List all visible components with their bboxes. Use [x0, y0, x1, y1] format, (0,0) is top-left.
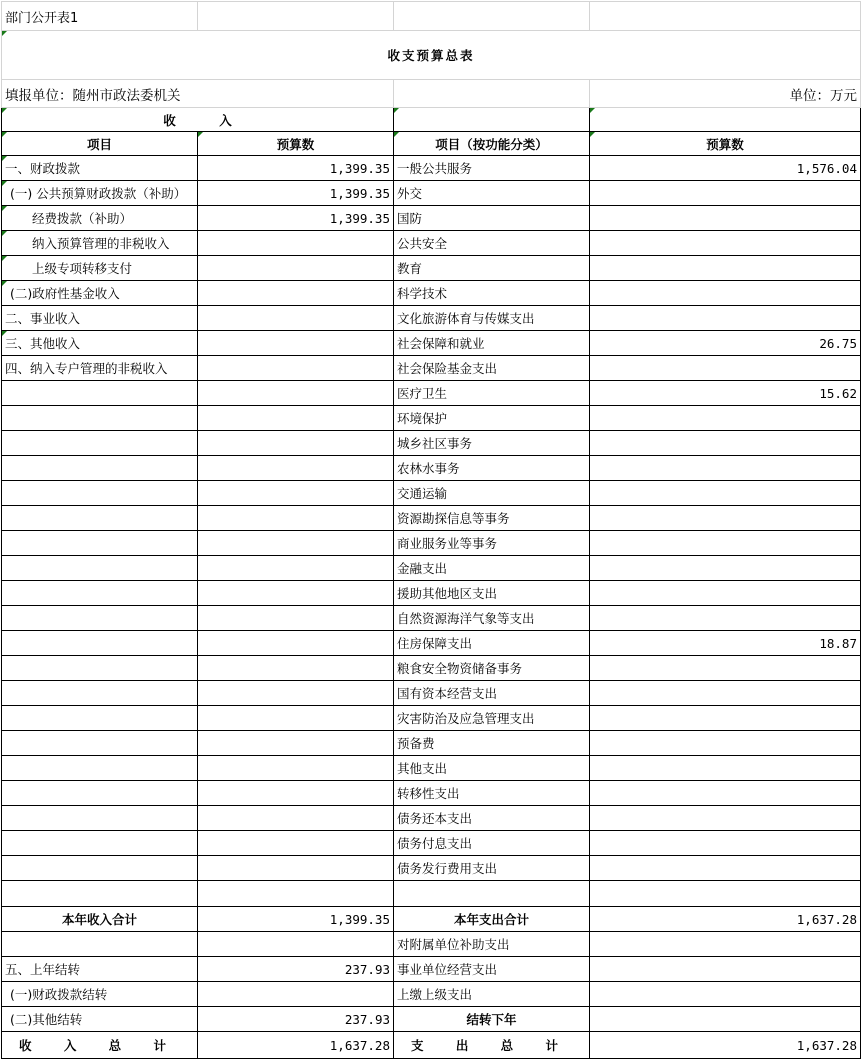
expense-amount	[590, 831, 861, 856]
expense-item: 债务还本支出	[394, 806, 590, 831]
income-amount	[198, 881, 394, 907]
expense-item: 社会保险基金支出	[394, 356, 590, 381]
table-row	[2, 331, 861, 356]
income-item: (二)政府性基金收入	[2, 281, 198, 306]
income-item: (一) 公共预算财政拨款（补助）	[2, 181, 198, 206]
table-row	[2, 181, 861, 206]
income-amount: 1,637.28	[198, 1032, 394, 1059]
table-row	[2, 481, 861, 506]
table-row	[2, 932, 861, 957]
expense-item: 国有资本经营支出	[394, 681, 590, 706]
income-amount	[198, 256, 394, 281]
income-amount	[198, 606, 394, 631]
expense-amount	[590, 982, 861, 1007]
expense-item: 社会保障和就业	[394, 331, 590, 356]
table-row	[2, 306, 861, 331]
table-row	[2, 431, 861, 456]
income-amount: 237.93	[198, 957, 394, 982]
expense-item: 灾害防治及应急管理支出	[394, 706, 590, 731]
income-amount	[198, 581, 394, 606]
income-item	[2, 656, 198, 681]
expense-item: 文化旅游体育与传媒支出	[394, 306, 590, 331]
expense-item: 城乡社区事务	[394, 431, 590, 456]
table-row	[2, 731, 861, 756]
expense-item: 住房保障支出	[394, 631, 590, 656]
income-item: 本年收入合计	[2, 907, 198, 932]
table-row	[2, 957, 861, 982]
expense-amount	[590, 581, 861, 606]
expense-amount	[590, 181, 861, 206]
income-item	[2, 531, 198, 556]
expense-item: 上缴上级支出	[394, 982, 590, 1007]
expense-amount: 1,637.28	[590, 1032, 861, 1059]
income-item	[2, 881, 198, 907]
expense-item: 资源勘探信息等事务	[394, 506, 590, 531]
income-item	[2, 932, 198, 957]
expense-item: 国防	[394, 206, 590, 231]
income-item	[2, 456, 198, 481]
table-row	[2, 231, 861, 256]
expense-amount	[590, 556, 861, 581]
expense-item: 科学技术	[394, 281, 590, 306]
expense-item: 结转下年	[394, 1007, 590, 1032]
income-amount: 1,399.35	[198, 181, 394, 206]
expense-amount: 18.87	[590, 631, 861, 656]
income-amount	[198, 731, 394, 756]
income-item	[2, 406, 198, 431]
table-row	[2, 656, 861, 681]
table-row	[2, 156, 861, 181]
expense-item: 粮食安全物资储备事务	[394, 656, 590, 681]
table-row	[2, 681, 861, 706]
income-amount: 237.93	[198, 1007, 394, 1032]
income-amount	[198, 356, 394, 381]
expense-amount	[590, 731, 861, 756]
expense-item: 商业服务业等事务	[394, 531, 590, 556]
income-amount	[198, 306, 394, 331]
income-item: 纳入预算管理的非税收入	[2, 231, 198, 256]
unit-org: 填报单位：随州市政法委机关	[2, 80, 394, 108]
income-item	[2, 381, 198, 406]
table-row	[2, 781, 861, 806]
income-amount	[198, 481, 394, 506]
income-item	[2, 606, 198, 631]
income-item	[2, 481, 198, 506]
income-item	[2, 806, 198, 831]
income-item	[2, 781, 198, 806]
expense-amount: 1,576.04	[590, 156, 861, 181]
unit-label: 单位：万元	[590, 80, 861, 108]
expense-amount	[590, 781, 861, 806]
table-row	[2, 982, 861, 1007]
table-row	[2, 631, 861, 656]
expense-amount	[590, 481, 861, 506]
expense-item: 支 出 总 计	[394, 1032, 590, 1059]
income-item: 二、事业收入	[2, 306, 198, 331]
table-row	[2, 206, 861, 231]
table-row	[2, 256, 861, 281]
income-amount	[198, 456, 394, 481]
expense-item: 环境保护	[394, 406, 590, 431]
table-row	[2, 531, 861, 556]
expense-amount	[590, 706, 861, 731]
expense-item: 公共安全	[394, 231, 590, 256]
expense-amount	[590, 281, 861, 306]
table-row	[2, 581, 861, 606]
table-row	[2, 706, 861, 731]
income-item	[2, 706, 198, 731]
income-amount	[198, 231, 394, 256]
table-row	[2, 1007, 861, 1032]
income-amount: 1,399.35	[198, 206, 394, 231]
income-amount	[198, 781, 394, 806]
income-item	[2, 731, 198, 756]
expense-item: 其他支出	[394, 756, 590, 781]
expense-amount	[590, 806, 861, 831]
income-item	[2, 506, 198, 531]
income-item	[2, 856, 198, 881]
income-amount	[198, 331, 394, 356]
expense-item: 自然资源海洋气象等支出	[394, 606, 590, 631]
expense-amount	[590, 656, 861, 681]
income-item	[2, 556, 198, 581]
expense-item: 债务发行费用支出	[394, 856, 590, 881]
table-row	[2, 381, 861, 406]
expense-amount	[590, 881, 861, 907]
table-row	[2, 556, 861, 581]
budget-table	[1, 1, 861, 1059]
table-row	[2, 406, 861, 431]
expense-item	[394, 881, 590, 907]
expense-amount	[590, 456, 861, 481]
income-item	[2, 756, 198, 781]
page-title: 收支预算总表	[2, 31, 861, 80]
expense-amount	[590, 206, 861, 231]
table-row	[2, 806, 861, 831]
income-amount	[198, 381, 394, 406]
expense-amount	[590, 406, 861, 431]
expense-item: 本年支出合计	[394, 907, 590, 932]
table-row	[2, 881, 861, 907]
income-item: 上级专项转移支付	[2, 256, 198, 281]
expense-item: 对附属单位补助支出	[394, 932, 590, 957]
income-item	[2, 431, 198, 456]
expense-amount	[590, 306, 861, 331]
expense-amount	[590, 356, 861, 381]
expense-amount	[590, 256, 861, 281]
income-amount: 1,399.35	[198, 156, 394, 181]
income-item: 三、其他收入	[2, 331, 198, 356]
col-income-amount: 预算数	[198, 132, 394, 156]
income-item: (一)财政拨款结转	[2, 982, 198, 1007]
income-amount	[198, 506, 394, 531]
table-row	[2, 856, 861, 881]
expense-amount: 15.62	[590, 381, 861, 406]
expense-item: 金融支出	[394, 556, 590, 581]
expense-item: 一般公共服务	[394, 156, 590, 181]
income-amount	[198, 281, 394, 306]
table-row	[2, 356, 861, 381]
expense-item: 预备费	[394, 731, 590, 756]
expense-amount	[590, 606, 861, 631]
income-amount	[198, 982, 394, 1007]
income-item	[2, 681, 198, 706]
expense-item: 教育	[394, 256, 590, 281]
income-item: 五、上年结转	[2, 957, 198, 982]
expense-amount	[590, 1007, 861, 1032]
expense-amount	[590, 856, 861, 881]
income-amount	[198, 681, 394, 706]
income-amount	[198, 856, 394, 881]
income-amount	[198, 431, 394, 456]
expense-amount	[590, 506, 861, 531]
income-amount	[198, 531, 394, 556]
table-row	[2, 506, 861, 531]
grand-total-row	[2, 1032, 861, 1059]
table-row	[2, 281, 861, 306]
income-item: 经费拨款（补助）	[2, 206, 198, 231]
expense-item: 债务付息支出	[394, 831, 590, 856]
income-item	[2, 631, 198, 656]
income-amount	[198, 756, 394, 781]
expense-amount	[590, 932, 861, 957]
table-row	[2, 456, 861, 481]
table-row	[2, 756, 861, 781]
income-item: 收 入 总 计	[2, 1032, 198, 1059]
expense-amount	[590, 756, 861, 781]
income-amount	[198, 831, 394, 856]
table-row	[2, 831, 861, 856]
income-amount	[198, 932, 394, 957]
expense-item: 事业单位经营支出	[394, 957, 590, 982]
sheet-tag: 部门公开表1	[2, 2, 198, 31]
expense-item: 转移性支出	[394, 781, 590, 806]
expense-amount: 26.75	[590, 331, 861, 356]
income-item: 四、纳入专户管理的非税收入	[2, 356, 198, 381]
expense-amount	[590, 957, 861, 982]
expense-amount: 1,637.28	[590, 907, 861, 932]
expense-item: 外交	[394, 181, 590, 206]
income-item	[2, 831, 198, 856]
expense-amount	[590, 231, 861, 256]
income-item: 一、财政拨款	[2, 156, 198, 181]
table-row	[2, 606, 861, 631]
income-amount: 1,399.35	[198, 907, 394, 932]
income-item: (二)其他结转	[2, 1007, 198, 1032]
expense-amount	[590, 531, 861, 556]
col-expense-amount: 预算数	[590, 132, 861, 156]
col-income-item: 项目	[2, 132, 198, 156]
expense-amount	[590, 681, 861, 706]
income-amount	[198, 406, 394, 431]
expense-item: 交通运输	[394, 481, 590, 506]
income-amount	[198, 806, 394, 831]
income-header: 收 入	[2, 108, 394, 132]
year-total-row	[2, 907, 861, 932]
col-expense-item: 项目（按功能分类）	[394, 132, 590, 156]
income-amount	[198, 656, 394, 681]
income-amount	[198, 556, 394, 581]
income-amount	[198, 706, 394, 731]
income-amount	[198, 631, 394, 656]
income-item	[2, 581, 198, 606]
expense-item: 援助其他地区支出	[394, 581, 590, 606]
expense-item: 医疗卫生	[394, 381, 590, 406]
expense-item: 农林水事务	[394, 456, 590, 481]
expense-amount	[590, 431, 861, 456]
